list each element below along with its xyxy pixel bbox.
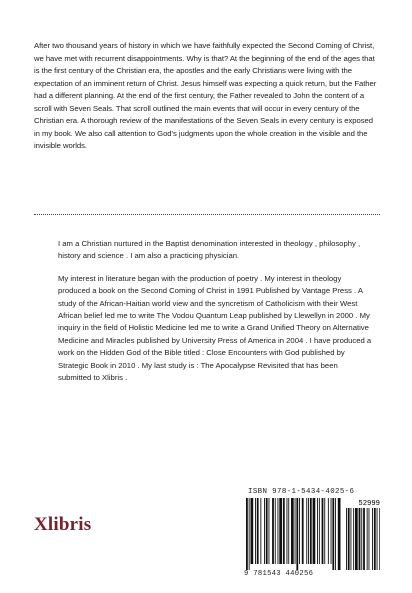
barcode-bar xyxy=(264,498,265,564)
bio-paragraph-2: My interest in literature began with the production of poetry . My interest in theology produced a book on the Second Coming of Christ in 1991 Published by Vantage Press . A study of the African-Haitian world view and the syncretism of Catholicism with their West African belief led me to write The Vodou Quantum Leap published by Llewellyn in 2000 . My inquiry in the field of Holistic Medicine led me to write a Grand Unified Theory on Alternative Medicine and Miracles published by University Press of America in 2004 . I have produced a work on the Hidden God of the Bible titled : Close Encounters with God published by Strategic Book in 2010 . My last study is : The Apocalypse Revisited that has been submitted to Xlibris . xyxy=(58,273,372,383)
addon-bar xyxy=(369,508,370,570)
barcode-bar xyxy=(306,498,307,564)
barcode-bar xyxy=(251,498,254,564)
barcode-bar xyxy=(291,498,294,564)
barcode-bar xyxy=(328,498,329,564)
barcode-bar xyxy=(255,498,256,564)
addon-bar xyxy=(363,508,365,570)
barcode-bar xyxy=(308,498,309,564)
author-bio xyxy=(58,238,372,394)
barcode-bar xyxy=(260,498,261,564)
barcode-bar xyxy=(319,498,320,564)
barcode-bar xyxy=(322,498,324,564)
barcode-graphic xyxy=(246,498,380,570)
addon-bar xyxy=(374,508,376,570)
addon-bar xyxy=(372,508,373,570)
barcode-bar xyxy=(313,498,316,564)
barcode-bar xyxy=(302,498,304,564)
barcode-bar xyxy=(295,498,296,564)
addon-digits: 52999 xyxy=(358,500,380,508)
addon-bar xyxy=(379,508,380,570)
addon-bar xyxy=(355,508,358,570)
dotted-divider xyxy=(34,214,380,215)
barcode-block xyxy=(240,488,382,580)
barcode-bar xyxy=(299,498,300,564)
barcode-bar xyxy=(335,498,336,570)
barcode-bar xyxy=(283,498,285,564)
barcode-bar xyxy=(288,498,289,564)
barcode-bar xyxy=(324,498,325,564)
addon-bar xyxy=(346,508,347,570)
barcode-bar xyxy=(275,498,276,564)
barcode-bar xyxy=(278,498,279,564)
isbn-label: ISBN 978-1-5434-4025-6 xyxy=(248,488,355,496)
barcode-bar xyxy=(269,498,270,564)
addon-bar xyxy=(351,508,352,570)
barcode-bar xyxy=(249,498,250,570)
addon-bar xyxy=(361,508,362,570)
addon-bar xyxy=(367,508,368,570)
barcode-bar xyxy=(331,498,332,564)
addon-bar xyxy=(348,508,350,570)
barcode-bar xyxy=(287,498,288,564)
addon-bar xyxy=(377,508,378,570)
barcode-bar xyxy=(338,498,341,570)
barcode-bar xyxy=(257,498,259,564)
barcode-bar xyxy=(310,498,312,564)
barcode-bar xyxy=(317,498,318,564)
ean-digits: 9 781543 440256 xyxy=(244,570,314,578)
barcode-bar xyxy=(272,498,274,564)
barcode-bar xyxy=(332,498,334,570)
addon-bars xyxy=(346,508,380,570)
bio-paragraph-1: I am a Christian nurtured in the Baptist denomination interested in theology , philosophy , history and science . I am also a practicing physician. xyxy=(58,239,361,261)
barcode-bar xyxy=(246,498,248,570)
ean-bars xyxy=(246,498,341,570)
addon-bar xyxy=(359,508,361,570)
xlibris-logo: Xlibris xyxy=(34,514,92,535)
addon-bar xyxy=(353,508,354,570)
book-blurb: After two thousand years of history in which we have faithfully expected the Second Coming of Christ, we have met with recurrent disappointments. Why is that? At the beginning of the end of the ages that is the first century of the Christian era, the apostles and the early Christians were living with the expectation of an imminent return of Christ. Jesus himself was expecting a quick return, but the Father had a different planning. At the end of the first century, the Father revealed to John the content of a scroll with Seven Seals. That scroll outlined the main events that will occur in every century of the Christian era. A thorough review of the manifestations of the Seven Seals in every century is exposed in my book. We also call attention to God's judgments upon the whole creation in the visible and the invisible worlds. xyxy=(34,41,377,150)
barcode-bar xyxy=(296,498,298,570)
barcode-bar xyxy=(266,498,268,564)
barcode-bar xyxy=(279,498,282,564)
